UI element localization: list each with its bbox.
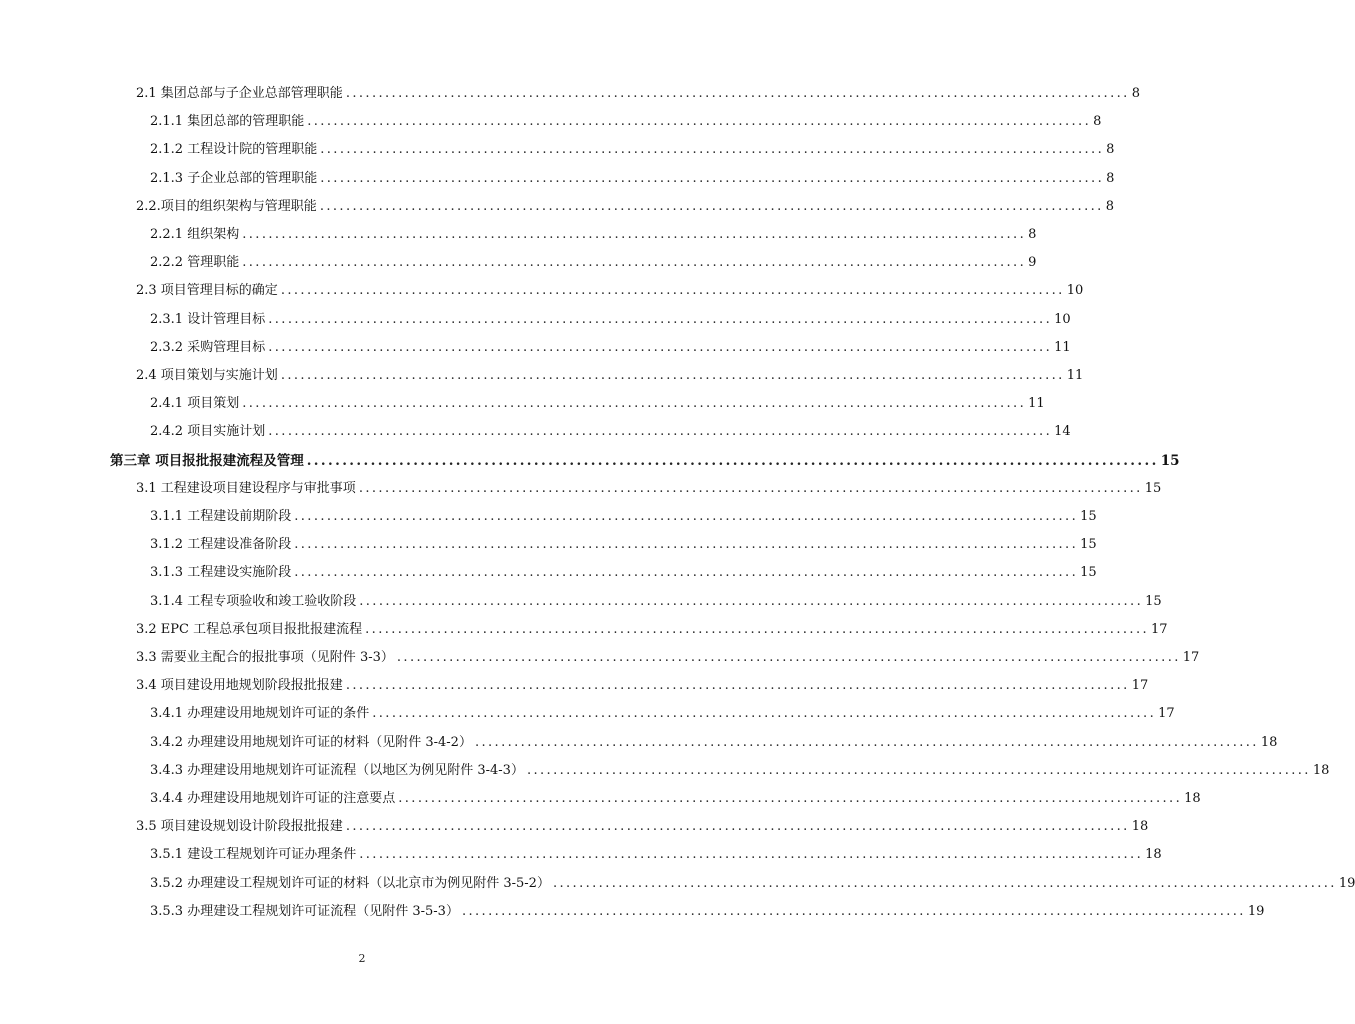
toc-entry[interactable] xyxy=(150,394,1045,414)
toc-entry[interactable] xyxy=(150,112,1102,132)
toc-entry-title: 2.3 项目管理目标的确定 xyxy=(136,283,278,298)
toc-entry-page: 18 xyxy=(1312,763,1330,778)
toc-entry-title: 2.1.1 集团总部的管理职能 xyxy=(150,114,305,129)
toc-dot-leader: ........................................................................................................................ xyxy=(242,396,1027,411)
toc-entry[interactable] xyxy=(150,761,1330,781)
toc-entry-page: 19 xyxy=(1247,904,1265,919)
toc-entry[interactable] xyxy=(136,366,1084,386)
toc-entry[interactable] xyxy=(136,197,1114,217)
toc-entry-page: 18 xyxy=(1184,791,1201,806)
toc-chapter-entry[interactable] xyxy=(110,451,1180,471)
toc-entry[interactable] xyxy=(136,817,1149,837)
toc-dot-leader: ........................................................................................................................ xyxy=(359,594,1144,609)
toc-entry[interactable] xyxy=(150,592,1162,612)
toc-entry[interactable] xyxy=(150,789,1201,809)
toc-entry-title: 2.3.1 设计管理目标 xyxy=(150,312,266,327)
toc-dot-leader: ........................................................................................................................ xyxy=(526,763,1311,778)
toc-entry-page: 11 xyxy=(1054,340,1071,355)
toc-dot-leader: ........................................................................................................................ xyxy=(242,227,1027,242)
toc-entry-title: 2.4 项目策划与实施计划 xyxy=(136,368,278,383)
toc-entry[interactable] xyxy=(150,140,1115,160)
toc-entry-page: 9 xyxy=(1028,255,1037,270)
toc-dot-leader: ........................................................................................................................ xyxy=(268,312,1053,327)
toc-entry-page: 8 xyxy=(1131,86,1140,101)
toc-entry-page: 8 xyxy=(1028,227,1037,242)
toc-dot-leader: ........................................................................................................................ xyxy=(552,876,1337,891)
toc-entry-page: 15 xyxy=(1144,481,1162,496)
toc-dot-leader: ........................................................................................................................ xyxy=(320,142,1105,157)
toc-dot-leader: ........................................................................................................................ xyxy=(294,565,1079,580)
toc-entry-page: 15 xyxy=(1080,537,1097,552)
toc-entry[interactable] xyxy=(136,84,1140,104)
toc-entry-title: 3.5.2 办理建设工程规划许可证的材料（以北京市为例见附件 3-5-2） xyxy=(150,876,550,891)
toc-entry-page: 8 xyxy=(1106,171,1115,186)
toc-dot-leader: ........................................................................................................................ xyxy=(294,537,1079,552)
toc-entry-page: 10 xyxy=(1066,283,1084,298)
toc-dot-leader: ........................................................................................................................ xyxy=(345,86,1130,101)
toc-dot-leader: ........................................................................................................................ xyxy=(268,424,1053,439)
toc-entry-title: 2.4.2 项目实施计划 xyxy=(150,424,266,439)
toc-dot-leader: ........................................................................................................................ xyxy=(398,791,1183,806)
toc-entry-title: 3.4.3 办理建设用地规划许可证流程（以地区为例见附件 3-4-3） xyxy=(150,763,524,778)
toc-entry[interactable] xyxy=(150,845,1162,865)
toc-entry-page: 18 xyxy=(1131,819,1149,834)
toc-entry-title: 2.4.1 项目策划 xyxy=(150,396,240,411)
toc-entry[interactable] xyxy=(150,225,1037,245)
toc-entry-title: 3.4.1 办理建设用地规划许可证的条件 xyxy=(150,706,370,721)
toc-dot-leader: ........................................................................................................................ xyxy=(268,340,1053,355)
toc-entry-title: 3.2 EPC 工程总承包项目报批报建流程 xyxy=(136,622,363,637)
toc-entry-page: 17 xyxy=(1182,650,1200,665)
toc-dot-leader: ........................................................................................................................ xyxy=(319,199,1104,214)
toc-entry[interactable] xyxy=(136,479,1162,499)
toc-dot-leader: ........................................................................................................................ xyxy=(320,171,1105,186)
toc-dot-leader: ........................................................................................................................ xyxy=(461,904,1246,919)
toc-entry[interactable] xyxy=(150,310,1071,330)
toc-entry-title: 2.2.1 组织架构 xyxy=(150,227,240,242)
toc-entry-title: 3.1 工程建设项目建设程序与审批事项 xyxy=(136,481,356,496)
toc-entry-page: 11 xyxy=(1066,368,1084,383)
toc-entry-page: 17 xyxy=(1158,706,1175,721)
toc-entry[interactable] xyxy=(136,620,1168,640)
toc-entry-title: 2.1.3 子企业总部的管理职能 xyxy=(150,171,318,186)
toc-entry-page: 17 xyxy=(1131,678,1149,693)
toc-entry-title: 2.2.项目的组织架构与管理职能 xyxy=(136,199,317,214)
toc-entry-title: 3.5.1 建设工程规划许可证办理条件 xyxy=(150,847,357,862)
page-number: 2 xyxy=(358,952,366,965)
toc-entry-title: 3.4.2 办理建设用地规划许可证的材料（见附件 3-4-2） xyxy=(150,735,472,750)
toc-entry[interactable] xyxy=(150,535,1097,555)
toc-entry-page: 8 xyxy=(1106,142,1115,157)
toc-dot-leader: ........................................................................................................................ xyxy=(365,622,1150,637)
toc-entry-title: 3.3 需要业主配合的报批事项（见附件 3-3） xyxy=(136,650,394,665)
toc-entry[interactable] xyxy=(150,169,1115,189)
toc-dot-leader: ........................................................................................................................ xyxy=(345,819,1130,834)
toc-entry-page: 18 xyxy=(1260,735,1278,750)
toc-entry-title: 3.5 项目建设规划设计阶段报批报建 xyxy=(136,819,343,834)
toc-dot-leader: ........................................................................................................................ xyxy=(242,255,1027,270)
toc-entry-title: 3.1.4 工程专项验收和竣工验收阶段 xyxy=(150,594,357,609)
toc-entry-page: 8 xyxy=(1105,199,1114,214)
toc-entry-page: 15 xyxy=(1160,453,1180,469)
toc-entry[interactable] xyxy=(136,676,1149,696)
toc-entry[interactable] xyxy=(150,422,1071,442)
toc-dot-leader: ........................................................................................................................ xyxy=(306,453,1159,469)
toc-entry[interactable] xyxy=(150,338,1071,358)
toc-entry-title: 2.2.2 管理职能 xyxy=(150,255,240,270)
toc-dot-leader: ........................................................................................................................ xyxy=(280,283,1065,298)
toc-entry[interactable] xyxy=(150,253,1037,273)
toc-dot-leader: ........................................................................................................................ xyxy=(372,706,1157,721)
toc-dot-leader: ........................................................................................................................ xyxy=(345,678,1130,693)
toc-dot-leader: ........................................................................................................................ xyxy=(307,114,1092,129)
toc-dot-leader: ........................................................................................................................ xyxy=(396,650,1181,665)
toc-dot-leader: ........................................................................................................................ xyxy=(359,847,1144,862)
toc-dot-leader: ........................................................................................................................ xyxy=(294,509,1079,524)
toc-entry[interactable] xyxy=(136,281,1084,301)
toc-entry-title: 3.4 项目建设用地规划阶段报批报建 xyxy=(136,678,343,693)
toc-entry[interactable] xyxy=(150,733,1278,753)
toc-dot-leader: ........................................................................................................................ xyxy=(358,481,1143,496)
toc-entry-title: 2.3.2 采购管理目标 xyxy=(150,340,266,355)
toc-entry-title: 3.1.1 工程建设前期阶段 xyxy=(150,509,292,524)
toc-dot-leader: ........................................................................................................................ xyxy=(474,735,1259,750)
toc-entry[interactable] xyxy=(150,874,1355,894)
toc-entry-title: 3.4.4 办理建设用地规划许可证的注意要点 xyxy=(150,791,396,806)
toc-entry-title: 2.1 集团总部与子企业总部管理职能 xyxy=(136,86,343,101)
toc-entry-title: 3.1.3 工程建设实施阶段 xyxy=(150,565,292,580)
toc-entry-page: 15 xyxy=(1080,565,1097,580)
toc-entry-title: 3.5.3 办理建设工程规划许可证流程（见附件 3-5-3） xyxy=(150,904,459,919)
toc-entry-title: 3.1.2 工程建设准备阶段 xyxy=(150,537,292,552)
toc-entry-page: 15 xyxy=(1080,509,1097,524)
toc-entry-title: 第三章 项目报批报建流程及管理 xyxy=(110,453,304,469)
toc-entry-page: 15 xyxy=(1145,594,1162,609)
toc-entry-page: 8 xyxy=(1093,114,1102,129)
toc-entry-title: 2.1.2 工程设计院的管理职能 xyxy=(150,142,318,157)
toc-entry-page: 10 xyxy=(1054,312,1071,327)
toc-entry[interactable] xyxy=(150,704,1175,724)
toc-entry[interactable] xyxy=(136,648,1200,668)
toc-entry-page: 14 xyxy=(1054,424,1071,439)
toc-entry[interactable] xyxy=(150,507,1097,527)
toc-entry[interactable] xyxy=(150,563,1097,583)
toc-entry-page: 17 xyxy=(1151,622,1168,637)
toc-entry-page: 11 xyxy=(1028,396,1045,411)
toc-entry[interactable] xyxy=(150,902,1265,922)
toc-entry-page: 19 xyxy=(1338,876,1355,891)
toc-dot-leader: ........................................................................................................................ xyxy=(280,368,1065,383)
toc-entry-page: 18 xyxy=(1145,847,1162,862)
